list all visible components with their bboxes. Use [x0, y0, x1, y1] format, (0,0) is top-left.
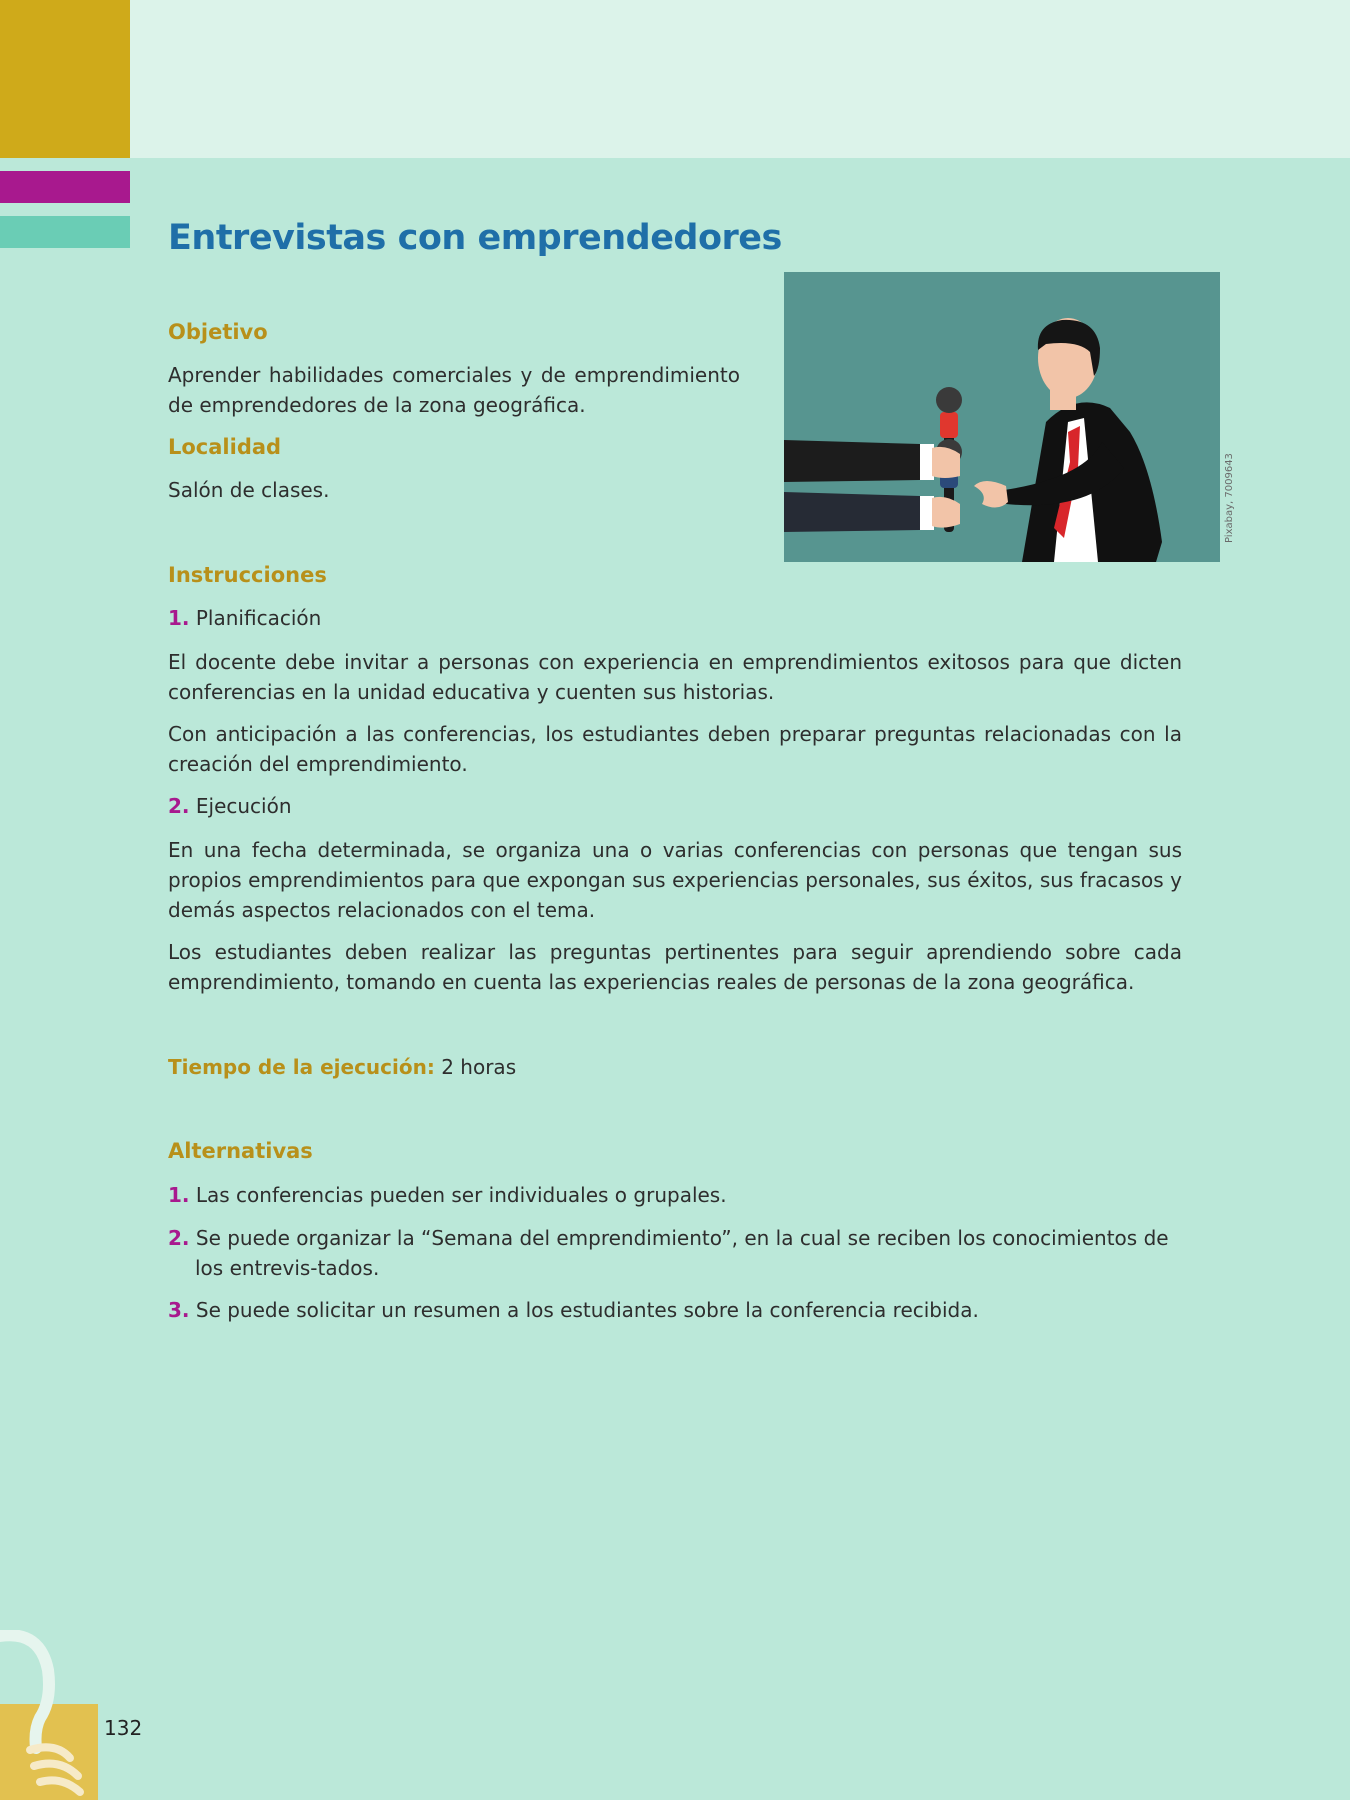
microphone-upper-band [940, 412, 958, 438]
alternative-3-number: 3. [168, 1298, 190, 1322]
step-1-paragraph-1: El docente debe invitar a personas con experiencia en emprendimientos exitosos para que dicten conferencias en la unidad educativa y cuenten sus historias. [168, 650, 1182, 704]
step-2-label: Ejecución [195, 794, 292, 818]
instructions-heading: Instrucciones [168, 563, 327, 587]
execution-time-label: Tiempo de la ejecución: [168, 1055, 435, 1079]
hand-lower [932, 497, 960, 528]
step-1-title [168, 603, 1182, 633]
alternative-item-3 [168, 1295, 1182, 1325]
alternative-2-text: Se puede organizar la “Semana del emprendimiento”, en la cual se reciben los conocimientos de los entrevis-tados. [195, 1226, 1169, 1280]
objective-text: Aprender habilidades comerciales y de emprendimiento de emprendedores de la zona geográfica. [168, 363, 740, 417]
locality-heading: Localidad [168, 435, 282, 459]
lightbulb-icon [0, 1630, 110, 1800]
shirt-cuff-lower [920, 496, 934, 530]
step-1-number: 1. [168, 606, 190, 630]
interviewer-arm-upper [784, 440, 920, 482]
step-2-title [168, 791, 1182, 821]
gold-accent-bar [0, 0, 130, 158]
alternative-1-text: Las conferencias pueden ser individuales o grupales. [195, 1183, 727, 1207]
page-title: Entrevistas con emprendedores [168, 218, 782, 258]
step-1-label: Planificación [195, 606, 322, 630]
interview-illustration [784, 272, 1220, 562]
execution-time [168, 1052, 1182, 1082]
alternative-2-number: 2. [168, 1226, 190, 1250]
hand-upper [932, 447, 960, 478]
teal-accent-bar [0, 216, 130, 248]
alternatives-heading: Alternativas [168, 1139, 313, 1163]
alternative-1-number: 1. [168, 1183, 190, 1207]
step-2-number: 2. [168, 794, 190, 818]
page-number: 132 [104, 1716, 143, 1740]
execution-time-value: 2 horas [441, 1055, 517, 1079]
locality-text: Salón de clases. [168, 478, 330, 502]
objective-heading: Objetivo [168, 320, 268, 344]
shirt-cuff-upper [920, 444, 934, 480]
image-credit: Pixabay, 7009643 [1224, 453, 1235, 543]
magenta-accent-bar [0, 171, 130, 203]
alternative-item-1 [168, 1180, 1182, 1210]
interviewer-arm-lower [784, 492, 920, 532]
top-band [0, 0, 1350, 158]
step-2-paragraph-2: Los estudiantes deben realizar las preguntas pertinentes para seguir aprendiendo sobre cada emprendimiento, tomando en cuenta las experiencias reales de personas de la zona geográfica. [168, 940, 1182, 994]
step-2-paragraph-1: En una fecha determinada, se organiza una o varias conferencias con personas que tengan sus propios emprendimientos para que expongan sus experiencias personales, sus éxitos, sus fracasos y demás aspectos relacionados con el tema. [168, 838, 1182, 922]
microphone-upper-head [936, 387, 962, 413]
step-1-paragraph-2: Con anticipación a las conferencias, los estudiantes deben preparar preguntas relacionadas con la creación del emprendimiento. [168, 722, 1182, 776]
alternative-3-text: Se puede solicitar un resumen a los estudiantes sobre la conferencia recibida. [195, 1298, 979, 1322]
alternative-item-2 [168, 1223, 1182, 1283]
